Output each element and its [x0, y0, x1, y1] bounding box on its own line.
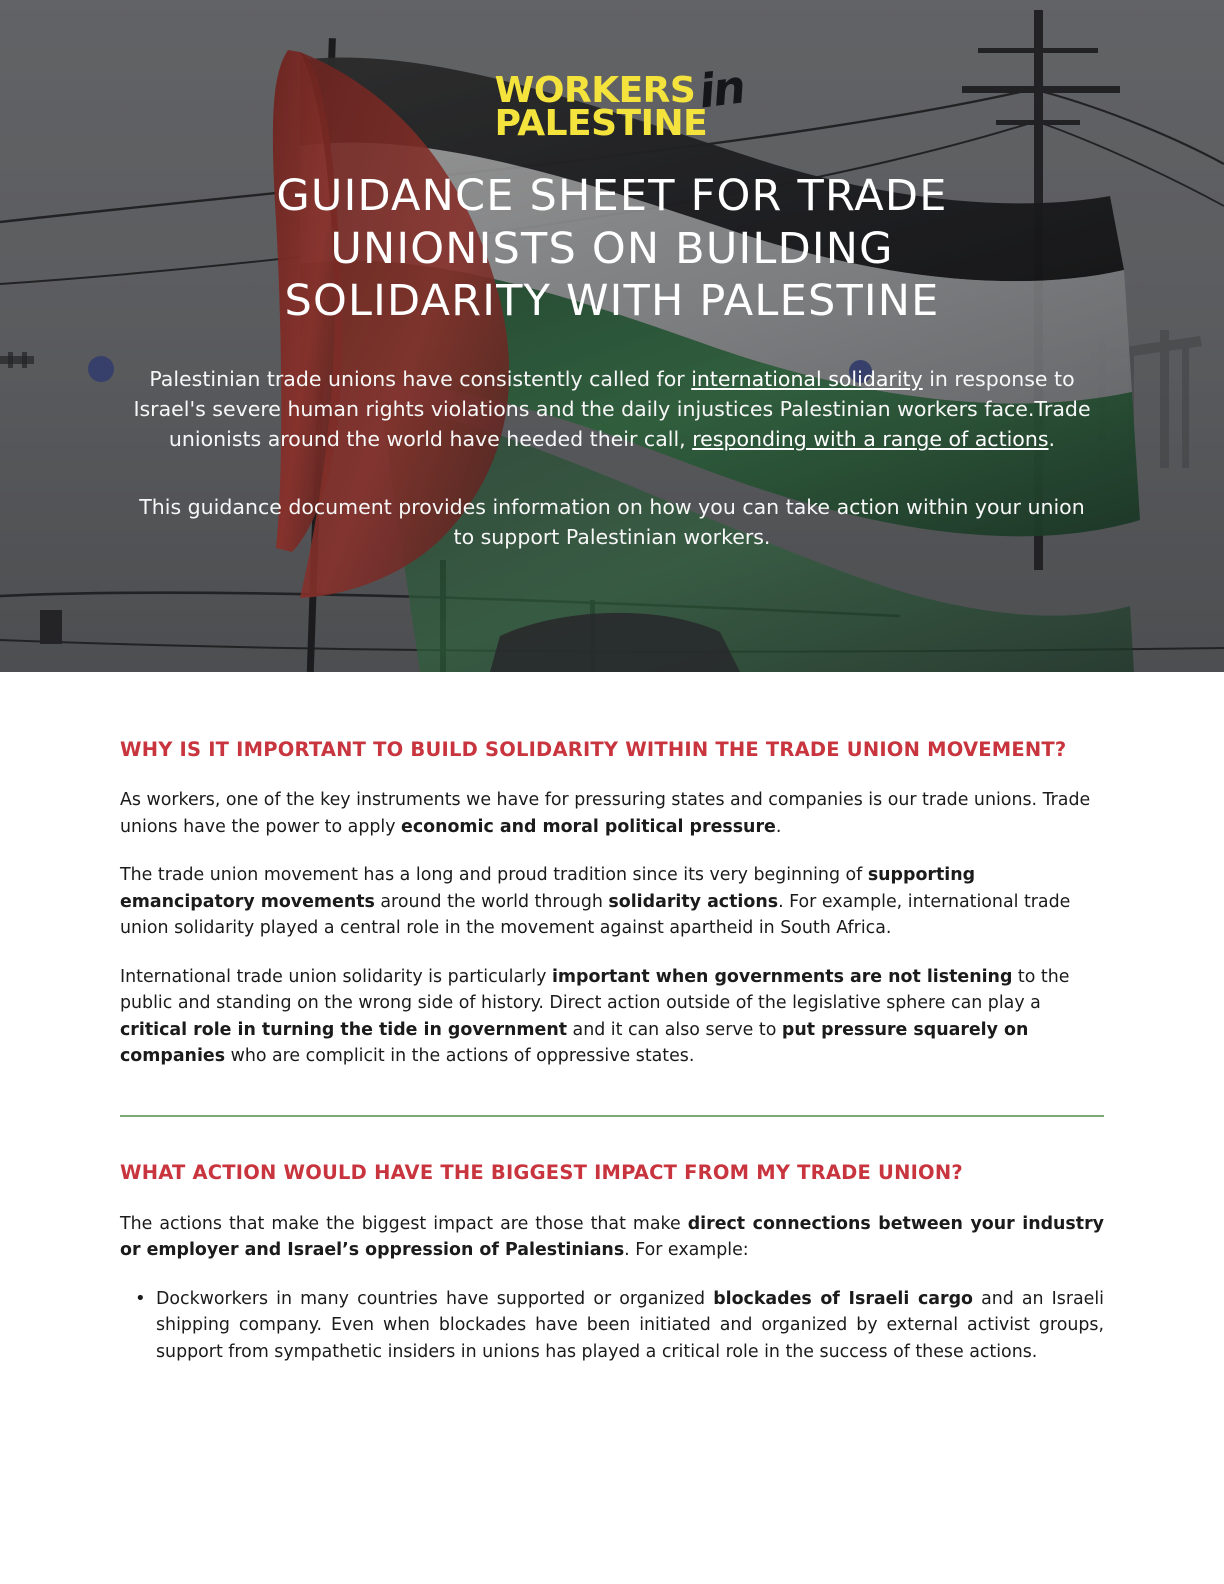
logo-line-workers: WORKERS: [494, 70, 696, 111]
hero-intro-text-2: in response to Israel's severe human rights violations and the daily injustices Palestinian workers face.Trade unionists around the world have heeded their call,: [133, 366, 1091, 451]
workers-in-palestine-logo: [494, 59, 747, 145]
text-run: and it can also serve to: [567, 1019, 782, 1040]
text-run-bold: direct connections between your industry or employer and Israel’s oppression of Palestinians: [120, 1213, 1104, 1261]
hero-intro-text-1: Palestinian trade unions have consistently called for: [149, 366, 692, 391]
text-run-bold: economic and moral political pressure: [401, 816, 776, 837]
examples-list: [120, 1286, 1104, 1365]
paragraph-trade-unions-pressure: [120, 787, 1104, 840]
paragraph-emancipatory-tradition: [120, 862, 1104, 941]
text-run: As workers, one of the key instruments we have for pressuring states and companies is our trade unions. Trade unions have the power to apply: [120, 790, 1091, 837]
text-run: and an Israeli shipping company. Even when blockades have been initiated and organized by external activist groups, support from sympathetic insiders in unions has played a critical role in the success of these actions.: [156, 1288, 1105, 1362]
text-run: The actions that make the biggest impact are those that make: [120, 1213, 688, 1234]
text-run: to the public and standing on the wrong side of history. Direct action outside of the legislative sphere can play a: [120, 966, 1070, 1014]
section-heading-biggest-impact: WHAT ACTION WOULD HAVE THE BIGGEST IMPACT FROM MY TRADE UNION?: [120, 1161, 963, 1185]
text-run-bold: blockades of Israeli cargo: [713, 1288, 973, 1309]
text-run-bold: important when governments are not listening: [551, 966, 1013, 987]
text-run: . For example, international trade union solidarity played a central role in the movement against apartheid in South Africa.: [120, 891, 1071, 939]
list-item: [156, 1286, 1104, 1365]
section-divider: [120, 1115, 1104, 1117]
link-international-solidarity[interactable]: international solidarity: [691, 366, 923, 391]
page-title: GUIDANCE SHEET FOR TRADE UNIONISTS ON BUILDING SOLIDARITY WITH PALESTINE: [276, 171, 948, 327]
hero-banner: [0, 0, 1224, 672]
section-why-solidarity: [120, 738, 1104, 1069]
section-heading-why-solidarity: WHY IS IT IMPORTANT TO BUILD SOLIDARITY WITHIN THE TRADE UNION MOVEMENT?: [120, 738, 1067, 761]
hero-intro-text-3: .: [1048, 426, 1056, 451]
text-run: International trade union solidarity is particularly: [120, 966, 552, 987]
text-run: Dockworkers in many countries have supported or organized: [156, 1288, 714, 1309]
text-run: The trade union movement has a long and proud tradition since its very beginning of: [120, 865, 868, 886]
text-run: .: [775, 816, 782, 837]
text-run: . For example:: [624, 1240, 749, 1261]
text-run-bold: solidarity actions: [608, 891, 779, 912]
document-body: [0, 672, 1224, 1365]
logo-accent-in: in: [695, 59, 747, 119]
paragraph-governments-not-listening: [120, 964, 1104, 1070]
logo-line-palestine: PALESTINE: [494, 103, 708, 145]
hero-intro-paragraph: [130, 364, 1095, 454]
paragraph-direct-connections: [120, 1211, 1104, 1264]
link-responding-with-a-range-of-actions[interactable]: responding with a range of actions: [692, 426, 1049, 451]
hero-secondary-paragraph: This guidance document provides information on how you can take action within your union to support Palestinian workers.: [139, 494, 1085, 550]
text-run-bold: critical role in turning the tide in government: [120, 1019, 568, 1040]
text-run-bold: supporting emancipatory movements: [120, 865, 976, 912]
section-biggest-impact: [120, 1161, 1104, 1365]
text-run: around the world through: [374, 891, 609, 912]
text-run-bold: put pressure squarely on companies: [120, 1019, 1029, 1067]
text-run: who are complicit in the actions of oppressive states.: [225, 1046, 695, 1067]
